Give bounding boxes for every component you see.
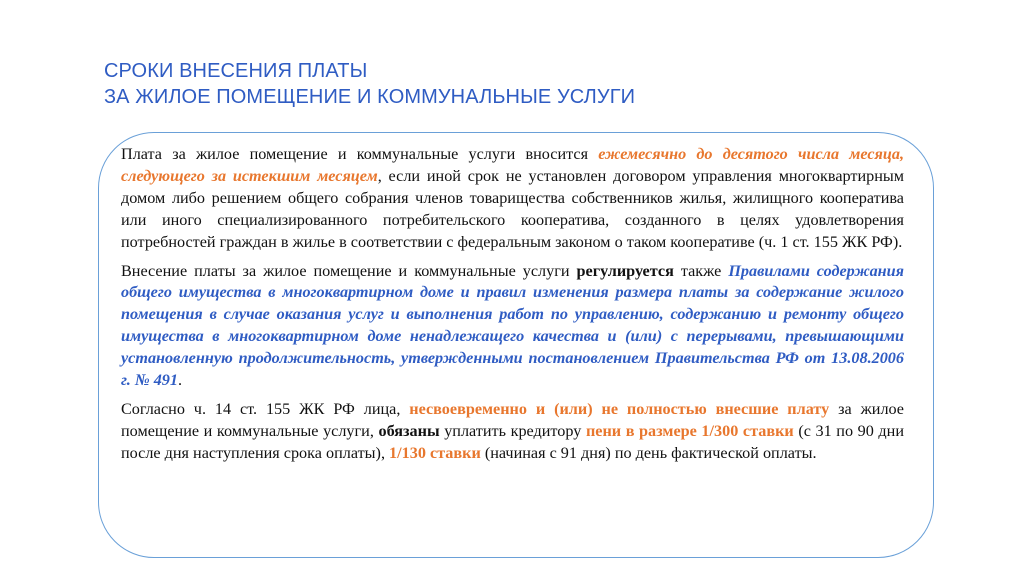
content-body bbox=[121, 144, 904, 472]
paragraph-regulation bbox=[121, 261, 904, 392]
p3-highlight-penalty-300: пени в размере 1/300 ставки bbox=[585, 421, 794, 440]
p3-text-2: за жилое помещение и коммунальные услуги, bbox=[121, 399, 904, 440]
p1-text-2: , если иной срок не установлен договором управления многоквартирным домом либо решением общего собрания членов товарищества собственников жилья, жилищного кооператива или иного специализированного потребительского кооператива, созданного в целях удовлетворения потребностей граждан в жилье в соответствии с федеральным законом о таком кооперативе (ч. 1 ст. 155 ЖК РФ). bbox=[121, 166, 904, 251]
p2-highlight-rules: Правилами содержания общего имущества в многоквартирном доме и правил изменения размера платы за содержание жилого помещения в случае оказания услуг и выполнения работ по управлению, содержанию и ремонту общего имущества в многоквартирном доме ненадлежащего качества и (или) с перерывами, превышающими установленную продолжительность, утвержденными постановлением Правительства РФ от 13.08.2006 г. № 491 bbox=[121, 261, 904, 390]
paragraph-penalties bbox=[121, 399, 904, 465]
p2-bold-regulated: регулируется bbox=[576, 261, 674, 280]
title-line-1: СРОКИ ВНЕСЕНИЯ ПЛАТЫ bbox=[104, 60, 368, 82]
p3-bold-obliged: обязаны bbox=[378, 421, 440, 440]
p2-text-2: также bbox=[673, 261, 729, 280]
p2-text-1: Внесение платы за жилое помещение и коммунальные услуги bbox=[121, 261, 577, 280]
title-line-2: ЗА ЖИЛОЕ ПОМЕЩЕНИЕ И КОММУНАЛЬНЫЕ УСЛУГИ bbox=[104, 86, 636, 108]
p3-highlight-late-payers: несвоевременно и (или) не полностью внесшие плату bbox=[409, 399, 830, 418]
p3-text-4: (с 31 по 90 дни после дня наступления срока оплаты), bbox=[121, 421, 904, 462]
slide-title bbox=[104, 58, 635, 110]
p3-text-5: (начиная с 91 дня) по день фактической оплаты. bbox=[480, 443, 817, 462]
p1-text-1: Плата за жилое помещение и коммунальные услуги вносится bbox=[121, 145, 599, 163]
p3-text-3: уплатить кредитору bbox=[439, 421, 586, 440]
p1-highlight-deadline: ежемесячно до десятого числа месяца, следующего за истекшим месяцем bbox=[121, 145, 904, 185]
paragraph-payment-deadline bbox=[121, 144, 904, 254]
p3-highlight-penalty-130: 1/130 ставки bbox=[389, 443, 481, 462]
p3-text-1: Согласно ч. 14 ст. 155 ЖК РФ лица, bbox=[121, 399, 410, 418]
p2-text-3: . bbox=[178, 371, 183, 390]
